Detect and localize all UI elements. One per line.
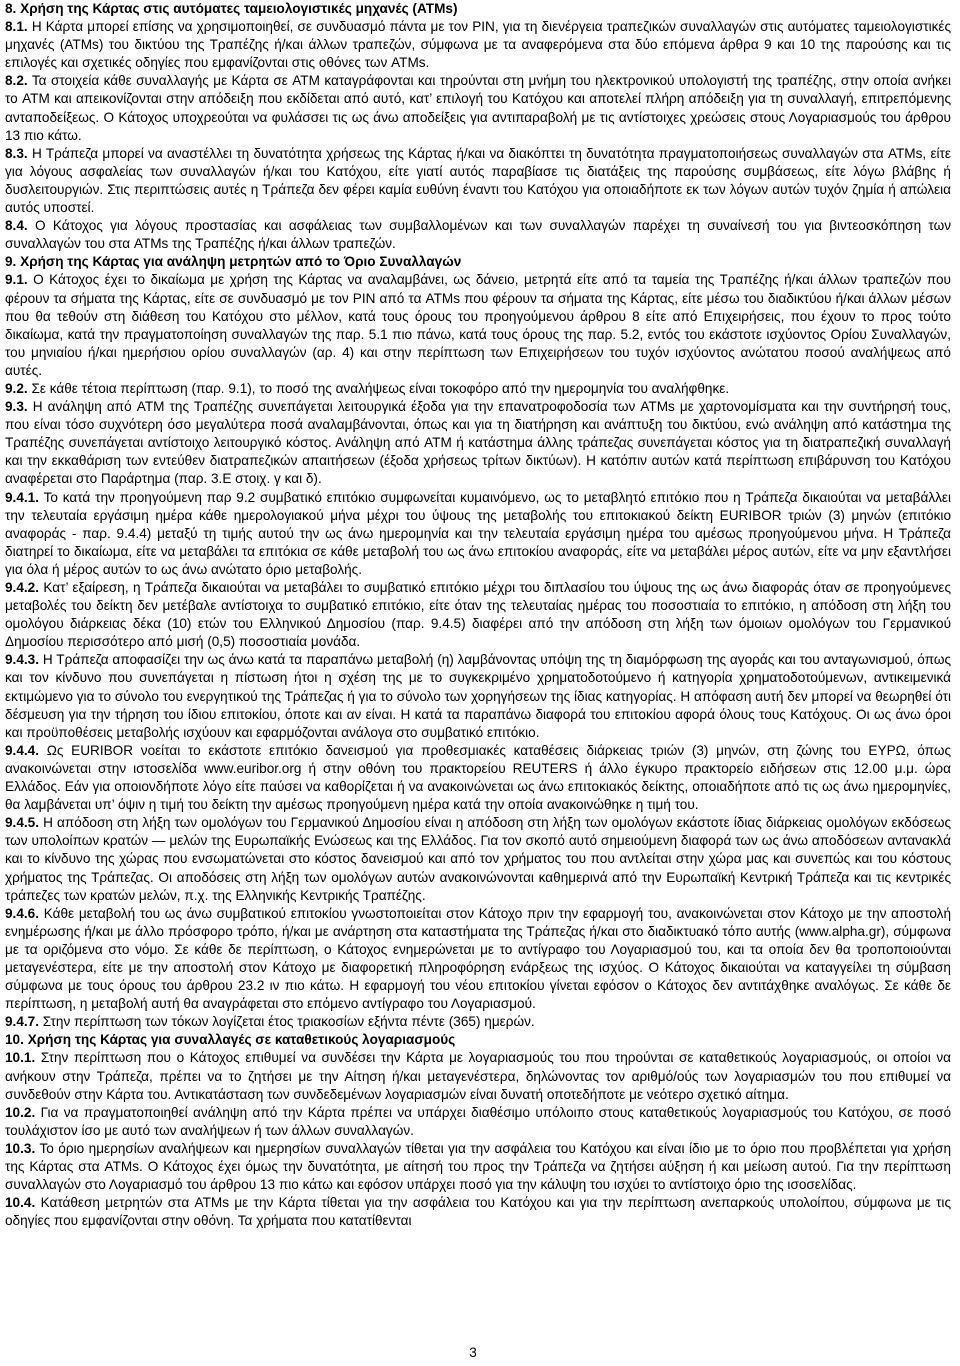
clause-paragraph (5, 217, 951, 253)
clause-text: Η απόδοση στη λήξη των ομολόγων του Γερμανικού Δημοσίου είναι η απόδοση στη λήξη των ομολόγων εκάστοτε ίδιας διάρκειας ομολόγων εκδόσεως των υπολοίπων κρατών — μελών της Ευρωπαϊκής Ενώσεως και της Ελλάδος. Για τον σκοπό αυτό σημειούμενη διαφορά των ως άνω αποδόσεων αντανακλά και το κίνδυνο της χώρας που ενσωματώνεται στο κόστος δανεισμού και από τον χρήματος του που αντλείται στην χώρα μας και συνεπώς και του κόστους χρήματος της Τράπεζας. Οι αποδόσεις στη λήξη των ομολόγων αυτών ανακοινώνονται καθημερινά από την Ευρωπαϊκή Κεντρική Τράπεζα και τις κεντρικές τράπεζες των κρατών μελών, π.χ. της Ελληνικής Κεντρικής Τραπέζης. (5, 815, 951, 903)
clause-number: 10.4. (5, 1195, 36, 1211)
clause-paragraph (5, 398, 951, 488)
clause-paragraph (5, 579, 951, 651)
clause-paragraph (5, 1194, 951, 1230)
clause-number: 9.4.7. (5, 1014, 40, 1030)
clause-number: 9.2. (5, 380, 28, 396)
clause-paragraph (5, 905, 951, 1014)
clause-text: Για να πραγματοποιηθεί ανάληψη από την Κάρτα πρέπει να υπάρχει διαθέσιμο υπόλοιπο στους καταθετικούς λογαριασμούς του Κατόχου, σε ποσό τουλάχιστον ίσο με αυτό των αναλήψεων ή των άλλων συναλλαγών. (5, 1104, 952, 1138)
clause-number: 8.1. (5, 19, 28, 35)
clause-number: 9.4.3. (5, 652, 40, 668)
clause-text: Ο Κάτοχος για λόγους προστασίας και ασφάλειας των συμβαλλομένων και των συναλλαγών παρέχει τη συναίνεσή του για βιντεοσκόπηση των συναλλαγών του στα ATMs της Τραπέζης ή/και άλλων τραπεζών. (5, 218, 951, 252)
clause-text: Ο Κάτοχος έχει το δικαίωμα με χρήση της Κάρτας να αναλαμβάνει, ως δάνειο, μετρητά είτε από τα ταμεία της Τραπέζης ή/και άλλων τραπεζών που φέρουν τα σήματα της Κάρτας, είτε σε συνδυασμό με τον PIN από τα ATMs που φέρουν τα σήματα της Κάρτας, είτε μέσω του διαδικτύου ή/και άλλων μέσων που θα τεθούν στη διάθεση του Κατόχου στο μέλλον, κατά τους όρους του προηγούμενου άρθρου 8 είτε από Επιχειρήσεις, που έχουν το προς τούτο δικαίωμα, κατά την πραγματοποίηση συναλλαγών της παρ. 5.1 πιο πάνω, κατά τους όρους της παρ. 5.2, εντός του εκάστοτε ισχύοντος Ορίου Συναλλαγών, του μηνιαίου ή/και ημερήσιου ορίου συναλλαγών (αρ. 4) και στην περίπτωση των Επιχειρήσεων του τυχόν ισχύοντος ανώτατου ποσού αναλήψεως από αυτές. (5, 272, 951, 378)
clause-number: 9.4.6. (5, 905, 40, 921)
clause-text: Η Τράπεζα αποφασίζει την ως άνω κατά τα παραπάνω μεταβολή (η) λαμβάνοντας υπόψη της τη διαμόρφωση της αγοράς και του ανταγωνισμού, όπως και τον κίνδυνο που συνεπάγεται η πίστωση ήτοι η σχέση της με το συγκεκριμένο χρηματοδοτούμενο ή κατηγορία χρηματοδοτούμενων, αντικειμενικά εκτιμώμενο για το σύνολο του ενεργητικού της Τράπεζας ή για το σύνολο των χορηγήσεων της ίδιας κατηγορίας. Η απόφαση αυτή δεν μπορεί να θεωρηθεί ότι δέσμευση για την τήρηση του ίδιου επιτοκίου, όποτε και αν είναι. Η κατά τα παραπάνω διαφορά του επιτοκίου αφορά όλους τους Κατόχους. Οι ως άνω όροι και προϋποθέσεις μεταβολής ισχύουν και εφαρμόζονται ανάλογα στο συμβατικό επιτόκιο. (5, 652, 951, 740)
clause-number: 8.3. (5, 145, 28, 161)
clause-text: Κάθε μεταβολή του ως άνω συμβατικού επιτοκίου γνωστοποιείται στον Κάτοχο πριν την εφαρμογή του, ανακοινώνεται στον Κάτοχο με την αποστολή ενημέρωσης ή/και με άλλο πρόσφορο τρόπο, ή/και με ανάρτηση στα καταστήματα της Τράπεζας ή/και στο διαδικτυακό τόπο αυτής (www.alpha.gr), σύμφωνα με τα οριζόμενα στο νόμο. Σε κάθε δε περίπτωση, ο Κάτοχος ενημερώνεται με το αντίγραφο του Λογαριασμού του, και τα οποία δεν θα τροποποιούνται μεταγενέστερα, είτε με την αποστολή στον Κάτοχο με διαφορετική πληροφόρηση ενάρξεως της ισχύος. Ο Κάτοχος δικαιούται να καταγγείλει τη σύμβαση σύμφωνα με τους όρους του άρθρου 23.2 ιν πιο κάτω. Η εφαρμογή του νέου επιτοκίου γίνεται εφόσον ο Κάτοχος δεν αντιτάχθηκε αναλόγως. Σε κάθε δε περίπτωση, η μεταβολή αυτή θα αναγράφεται στο επόμενο αντίγραφο του Λογαριασμού. (5, 905, 951, 1012)
section-heading (5, 253, 951, 271)
clause-paragraph (5, 651, 951, 741)
clause-text: Το όριο ημερησίων αναλήψεων και ημερησίων συναλλαγών τίθεται για την ασφάλεια του Κατόχου και είναι ίδιο με το όριο που προβλέπεται για χρήση της Κάρτας στα ATMs. Ο Κάτοχος έχει όμως την δυνατότητα, με αίτησή του προς την Τράπεζα να ζητήσει αύξηση ή και μείωση αυτού. Για την περίπτωση συναλλαγών στο Λογαριασμό του άρθρου 13 πιο κάτω και εφόσον υπάρχει ποσό για την κάλυψη του ισχύει το αντίστοιχο όριο της ισοσελίδας. (5, 1140, 952, 1193)
section-number: 8. (5, 1, 17, 16)
document-page (5, 0, 951, 1230)
clause-text: Σε κάθε τέτοια περίπτωση (παρ. 9.1), το ποσό της αναλήψεως είναι τοκοφόρο από την ημερομηνία του αναλήφθηκε. (31, 380, 730, 396)
clause-paragraph (5, 1013, 951, 1031)
clause-paragraph (5, 271, 951, 380)
clause-paragraph (5, 742, 951, 814)
clause-text: Ως EURIBOR νοείται το εκάστοτε επιτόκιο δανεισμού για προθεσμιακές καταθέσεις διάρκειας τριών (3) μηνών, στη ζώνης του ΕΥΡΩ, όπως ανακοινώνεται στην ιστοσελίδα www.euribor.org ή στην οθόνη του πρακτορείου REUTERS ή άλλο έγκυρο πρακτορείο ειδήσεων στις 12.00 μ.μ. ώρα Ελλάδος. Εάν για οποιονδήποτε λόγο είτε παύσει να καθορίζεται ή να ανακοινώνεται ως άνω επιτοκιακός δείκτης, οποιαδήποτε από τις ως άνω ημερομηνίες, θα λαμβάνεται υπ’ όψιν η τιμή του δείκτη την αμέσως προηγούμενη ημέρα κατά την οποία ανακοινώθηκε η τιμή του. (5, 742, 951, 813)
section-title: Χρήση της Κάρτας για ανάληψη μετρητών από το Όριο Συναλλαγών (20, 254, 462, 270)
clause-number: 9.4.5. (5, 815, 40, 831)
section-number: 9. (5, 254, 17, 270)
clause-number: 9.4.2. (5, 580, 40, 595)
clause-text: Το κατά την προηγούμενη παρ 9.2 συμβατικό επιτόκιο συμφωνείται κυμαινόμενο, ως το μεταβλητό επιτόκιο που η Τράπεζα δικαιούται να μεταβάλλει την τελευταία εργάσιμη ημέρα κάθε ημερολογιακού μήνα μέχρι του ύψους της μεταβολής του επιτοκιακού δείκτη EURIBOR τριών (3) μηνών (επιτόκιο αναφοράς - παρ. 9.4.4) μεταξύ τη τιμής αυτού την ως άνω ημερομηνία και την τελευταία εργάσιμη ημέρα του αμέσως προηγούμενου μήνα. Η Τράπεζα διατηρεί το δικαίωμα, είτε να μεταβάλει τα επιτόκια σε κάθε μεταβολή του ως άνω επιτοκίου αναφοράς, είτε να μεταβάλει μέρος αυτών, είτε να μην εξαντλήσει για όλα ή μέρος αυτών το ως άνω ανώτατο όριο μεταβολής. (5, 489, 951, 577)
section-title: Χρήση της Κάρτας στις αυτόματες ταμειολογιστικές μηχανές (ATMs) (20, 1, 458, 16)
page-number: 3 (469, 1345, 477, 1360)
clause-paragraph (5, 145, 951, 217)
clause-number: 9.1. (5, 272, 28, 288)
clause-text: Στην περίπτωση των τόκων λογίζεται έτος τριακοσίων εξήντα πέντε (365) ημερών. (42, 1014, 535, 1030)
clause-paragraph (5, 1140, 951, 1194)
clause-text: Στην περίπτωση που ο Κάτοχος επιθυμεί να συνδέσει την Κάρτα με λογαριασμούς του που τηρούνται σε καταθετικούς λογαριασμούς, οι οποίοι να ανήκουν στην Τράπεζα, πρέπει να το ζητήσει με την Αίτηση ή/και μεταγενέστερα, δηλώνοντας τον αριθμό/ούς των λογαριασμών του που επιθυμεί να συνδεθούν στην Κάρτα του. Αντικατάσταση των συνδεδεμένων λογαριασμών είναι δυνατή οποτεδήποτε με νεότερο σχετικό αίτημα. (5, 1050, 951, 1102)
clause-paragraph (5, 1104, 951, 1140)
clause-number: 9.3. (5, 399, 28, 415)
clause-text: Κατ’ εξαίρεση, η Τράπεζα δικαιούται να μεταβάλει το συμβατικό επιτόκιο μέχρι του διπλασίου του ύψους της ως άνω διαφοράς όταν σε προηγούμενες μεταβολές του δείκτη δεν μετέβαλε αντίστοιχα το συμβατικό επιτόκιο, είτε όταν της τελευταίας ημέρας του ποσοστιαία το επιτόκιο, η απόδοση στη λήξη του ομολόγου διάρκειας δέκα (10) ετών του Ελληνικού Δημοσίου (παρ. 9.4.5) διαφέρει από την απόδοση στη λήξη των όμοιων ομολόγων του Γερμανικού Δημοσίου περισσότερο από μισή (0,5) ποσοστιαία μονάδα. (5, 580, 952, 650)
section-heading (5, 1031, 951, 1049)
clause-text: Η ανάληψη από ATM της Τραπέζης συνεπάγεται λειτουργικά έξοδα για την επανατροφοδοσία των ATMs με χαρτονομίσματα και την συντήρησή τους, που είναι τόσο συχνότερη όσο μεγαλύτερα ποσά αναλαμβάνονται, όπως και για τη διατήρηση και ανάπτυξη του δικτύου, ενώ ανάληψη από κατάστημα της Τραπέζης συνεπάγεται αντίστοιχο λειτουργικό κόστος. Ανάληψη από ATM ή κατάστημα άλλης τράπεζας συνεπάγεται κόστος για τη διατραπεζική συναλλαγή και την εκκαθάριση των εντεύθεν διατραπεζικών απαιτήσεων (έξοδα χρήσεως τρίτων δικτύων). Η κατόπιν αυτών κατά περίπτωση επιβάρυνση του Κατόχου αναφέρεται στο Παράρτημα (παρ. 3.Ε στοιχ. γ και δ). (5, 399, 951, 487)
clause-paragraph (5, 18, 951, 72)
section-heading (5, 0, 951, 18)
clause-number: 10.1. (5, 1050, 36, 1066)
section-title: Χρήση της Κάρτας για συναλλαγές σε καταθετικούς λογαριασμούς (27, 1032, 456, 1048)
clause-number: 9.4.1. (5, 489, 40, 505)
clause-text: Η Κάρτα μπορεί επίσης να χρησιμοποιηθεί, σε συνδυασμό πάντα με τον PIN, για τη διενέργεια τραπεζικών συναλλαγών στις αυτόματες ταμειολογιστικές μηχανές (ATMs) του δικτύου της Τραπέζης ή/και άλλων τραπεζών, σύμφωνα με τα αναφερόμενα στα δύο επόμενα άρθρα 9 και 10 της παρούσης και τις επιλογές και σχετικές οδηγίες που εμφανίζονται στις οθόνες των ATMs. (5, 19, 952, 71)
clause-text: Η Τράπεζα μπορεί να αναστέλλει τη δυνατότητα χρήσεως της Κάρτας ή/και να διακόπτει τη δυνατότητα πραγματοποιήσεως συναλλαγών στα ATMs, είτε για λόγους ασφαλείας των συναλλαγών ή/και του Κατόχου, είτε γιατί αυτός παραβίασε τις διατάξεις της παρούσης συμβάσεως, είτε λόγω βλάβης ή δυσλειτουργιών. Στις περιπτώσεις αυτές η Τράπεζα δεν φέρει καμία ευθύνη έναντι του Κατόχου για οποιαδήποτε εκ των λόγων αυτών τυχόν ζημία ή απώλεια αυτός υποστεί. (5, 145, 951, 216)
clause-number: 10.3. (5, 1140, 36, 1156)
clause-number: 10.2. (5, 1104, 36, 1120)
clause-paragraph (5, 72, 951, 144)
clause-text: Κατάθεση μετρητών στα ATMs με την Κάρτα τίθεται για την ασφάλεια του Κατόχου και για την περίπτωση ανεπαρκούς υπολοίπου, σύμφωνα με τις οδηγίες που εμφανίζονται στην οθόνη. Τα χρήματα που κατατίθενται (5, 1195, 951, 1229)
clause-number: 8.2. (5, 73, 28, 89)
clause-paragraph (5, 380, 951, 398)
clause-paragraph (5, 489, 951, 579)
clause-paragraph (5, 1049, 951, 1103)
section-number: 10. (5, 1032, 24, 1048)
clause-paragraph (5, 814, 951, 904)
clause-number: 8.4. (5, 218, 28, 234)
clause-number: 9.4.4. (5, 742, 40, 758)
clause-text: Τα στοιχεία κάθε συναλλαγής με Κάρτα σε ATM καταγράφονται και τηρούνται στη μνήμη του ηλεκτρονικού υπολογιστή της τραπέζης, στην οποία ανήκει το ATM και απεικονίζονται στην απόδειξη που εκδίδεται από αυτό, κατ’ επιλογή του Κατόχου και αποτελεί πλήρη απόδειξη για τη συναλλαγή, επιτρεπόμενης ανταποδείξεως. Ο Κάτοχος υποχρεούται να φυλάσσει τις ως άνω αποδείξεις για αντιπαραβολή με τις αντίστοιχες χρεώσεις στους Λογαριασμούς του άρθρου 13 πιο κάτω. (5, 73, 951, 143)
